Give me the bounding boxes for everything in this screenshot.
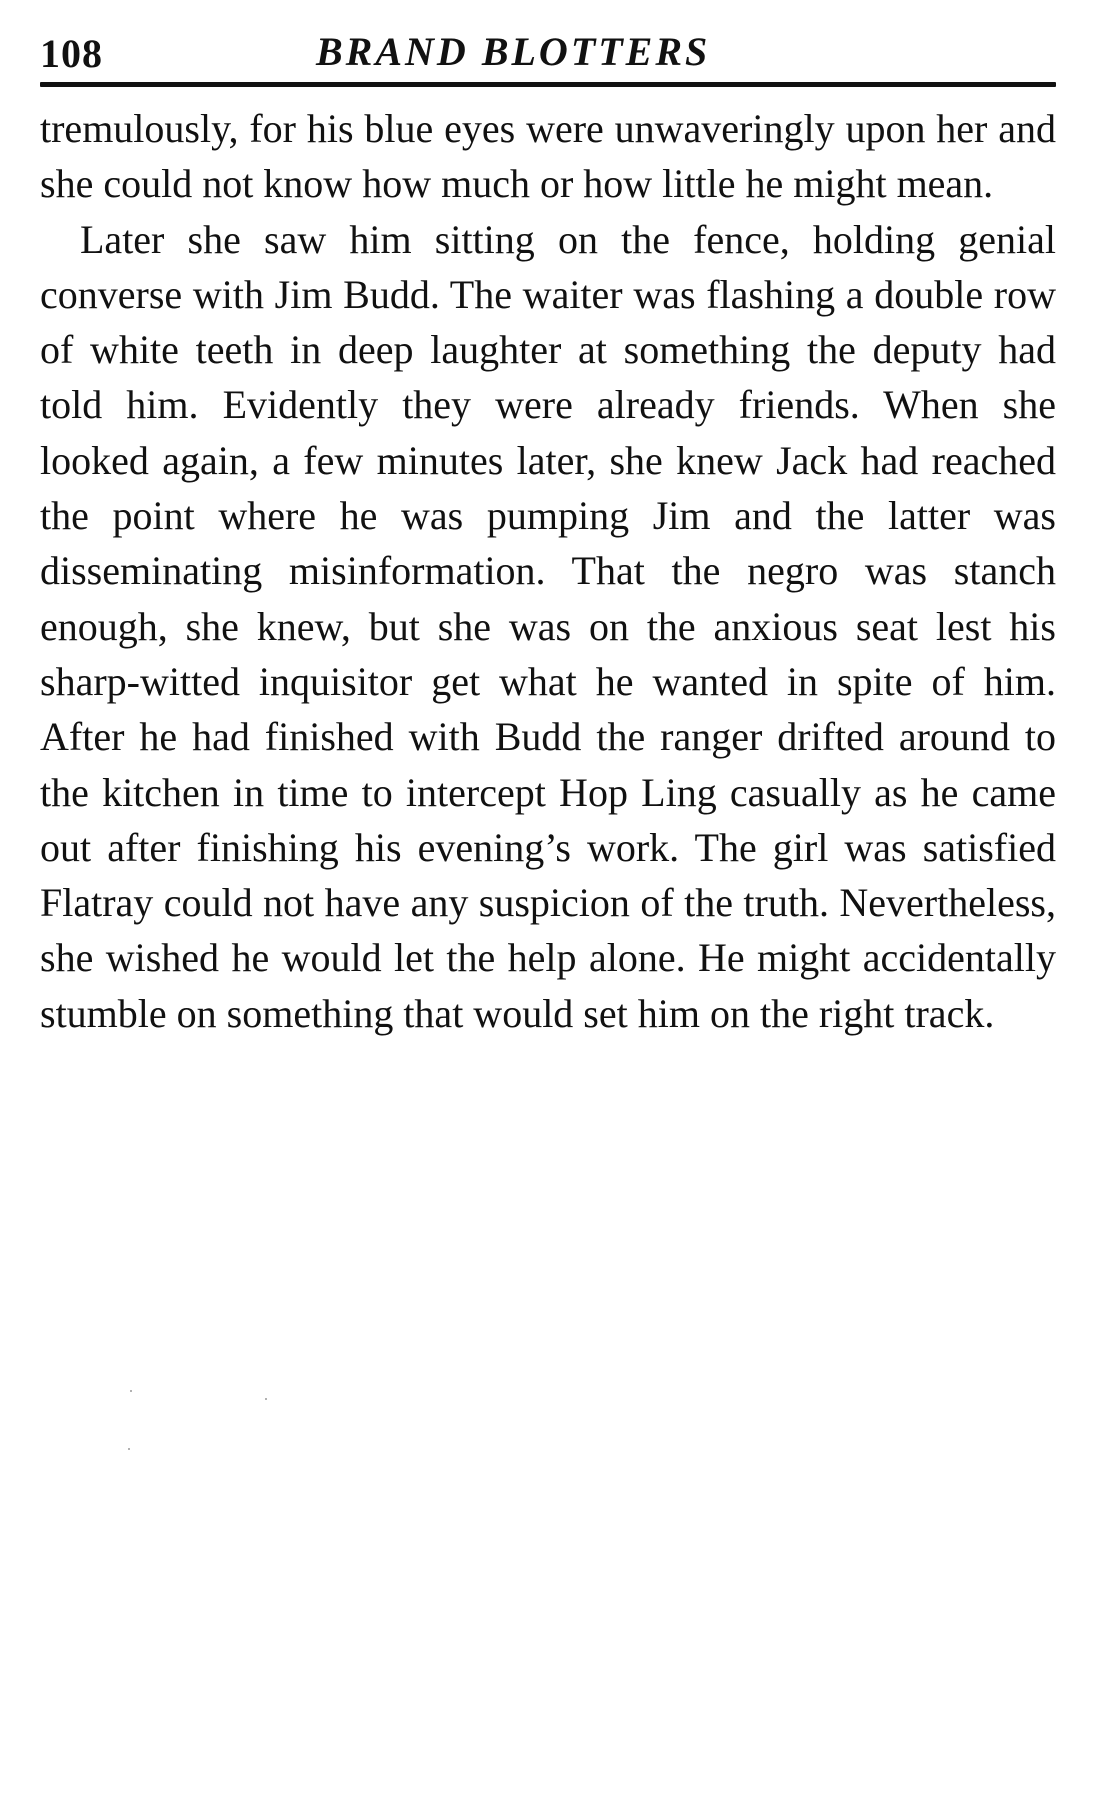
paragraph: Later she saw him sitting on the fence, holding genial converse with Jim Budd. The waiter was flashing a double row of white teeth in deep laughter at something the deputy had told him. Evidently they were already friends. When she looked again, a few minutes later, she knew Jack had reached the point where he was pumping Jim and the latter was disseminating misinformation. That the negro was stanch enough, she knew, but she was on the anxious seat lest his sharp-witted inquisitor get what he wanted in spite of him. After he had finished with Budd the ranger drifted around to the kitchen in time to intercept Hop Ling casually as he came out after finishing his evening’s work. The girl was satisfied Flatray could not have any suspicion of the truth. Nevertheless, she wished he would let the help alone. He might accidentally stumble on something that would set him on the right track. <box>40 216 1056 1036</box>
paragraph-continued: tremulously, for his blue eyes were unwaveringly upon her and she could not know how much or how little he might mean. <box>40 106 1056 207</box>
book-page <box>40 22 1056 1041</box>
header-rule <box>40 82 1056 87</box>
running-head <box>40 22 1056 82</box>
speck <box>130 1390 132 1392</box>
speck <box>128 1448 130 1450</box>
body-text <box>40 101 1056 1041</box>
speck <box>265 1398 267 1400</box>
running-title: BRAND BLOTTERS <box>316 29 711 74</box>
page-number: 108 <box>40 31 103 76</box>
